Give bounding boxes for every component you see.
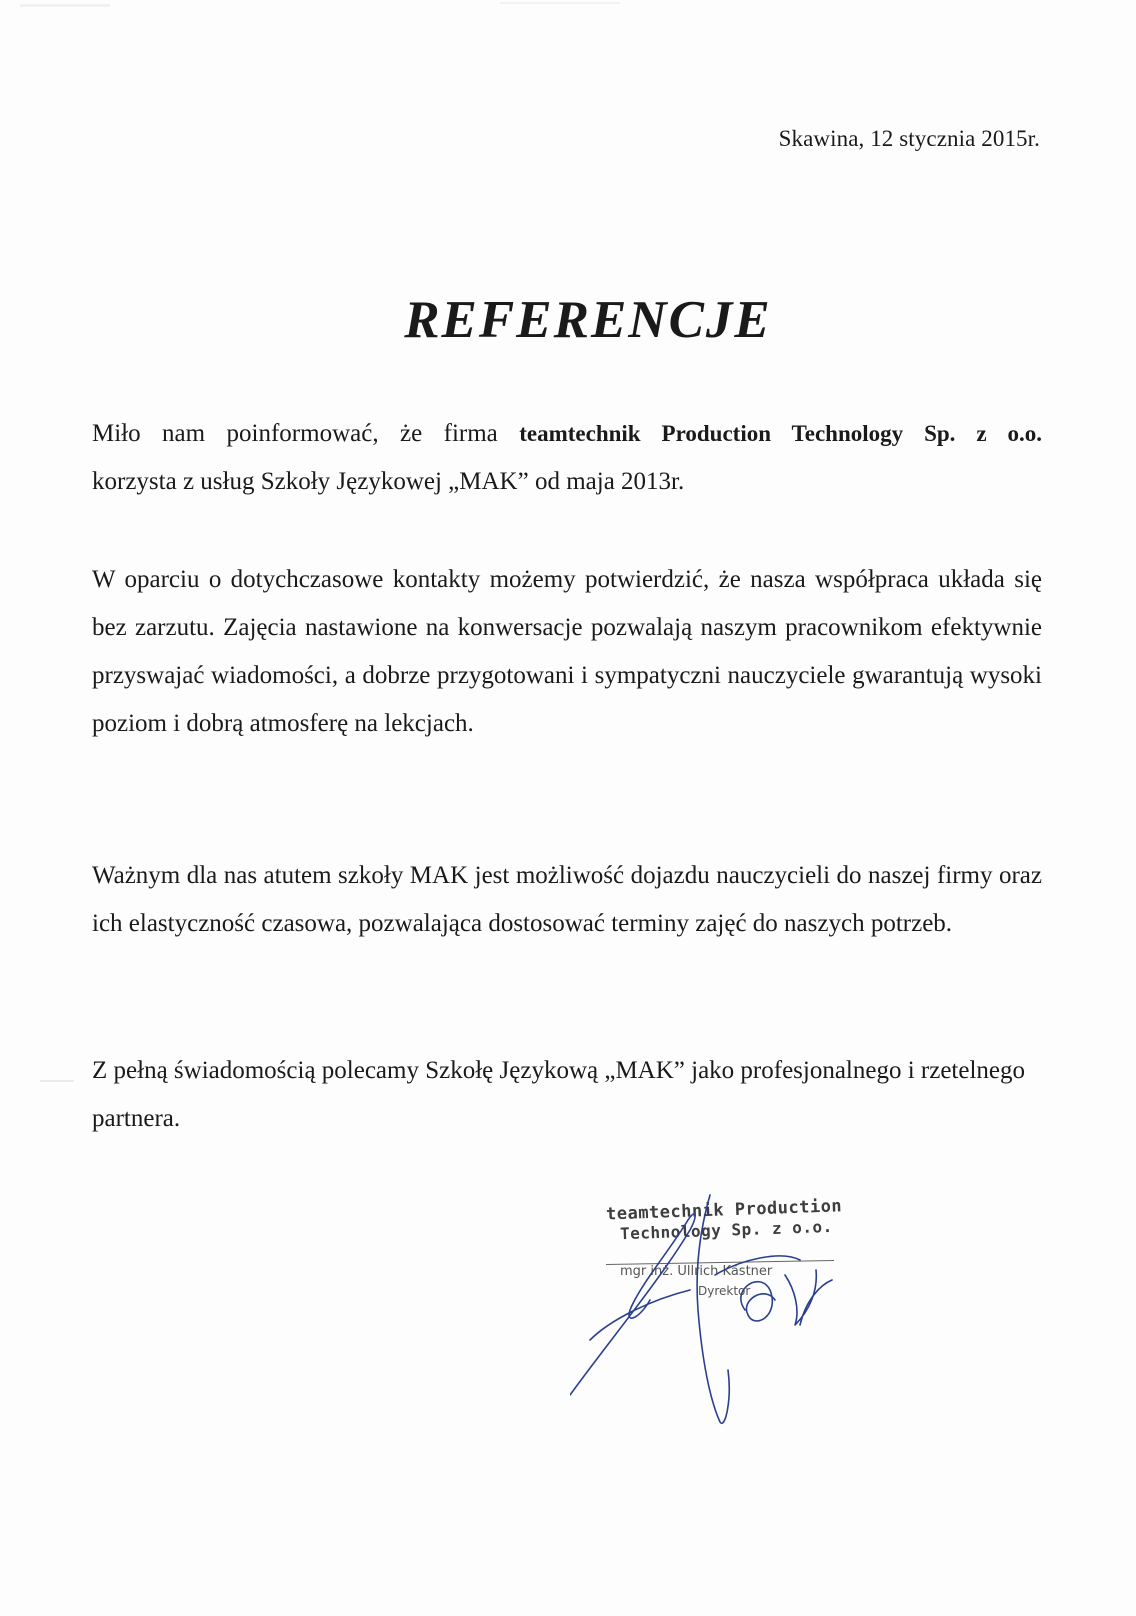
paragraph-recommendation: Z pełną świadomością polecamy Szkołę Językową „MAK” jako profesjonalnego i rzetelnego partnera. (92, 1057, 1026, 1132)
scan-artifact (40, 1080, 74, 1082)
scan-artifact (20, 4, 110, 7)
paragraph-cooperation: W oparciu o dotychczasowe kontakty możemy potwierdzić, że nasza współpraca układa się bez zarzutu. Zajęcia nastawione na konwersacje pozwalają naszym pracownikom efektywnie przyswajać wiadomości, a dobrze przygotowani i sympatyczni nauczyciele gwarantują wysoki poziom i dobrą atmosferę na lekcjach. (92, 566, 1042, 737)
handwritten-signature (570, 1190, 870, 1430)
letter-title: REFERENCJE (404, 291, 772, 349)
stamp-signatory-role: Dyrektor (698, 1284, 751, 1298)
stamp-company-line-1: teamtechnik Production (605, 1196, 843, 1225)
company-name: teamtechnik Production Technology Sp. z o.o. (519, 421, 1042, 446)
letter-date: Skawina, 12 stycznia 2015r. (778, 126, 1040, 151)
stamp-company-line-2: Technology Sp. z o.o. (619, 1216, 834, 1244)
scan-artifact (500, 2, 620, 4)
intro-text: Miło nam poinformować, że firma (92, 420, 520, 447)
intro-line-2: korzysta z usług Szkoły Językowej „MAK” od maja 2013r. (92, 468, 685, 495)
stamp-signatory-name: mgr inż. Ullrich Kästner (620, 1264, 773, 1279)
paragraph-advantages: Ważnym dla nas atutem szkoły MAK jest możliwość dojazdu nauczycieli do naszej firmy oraz ich elastyczność czasowa, pozwalająca dostosować terminy zajęć do naszych potrzeb. (92, 862, 1042, 937)
intro-line-1 (92, 410, 1042, 458)
paragraph-intro (92, 410, 1042, 506)
